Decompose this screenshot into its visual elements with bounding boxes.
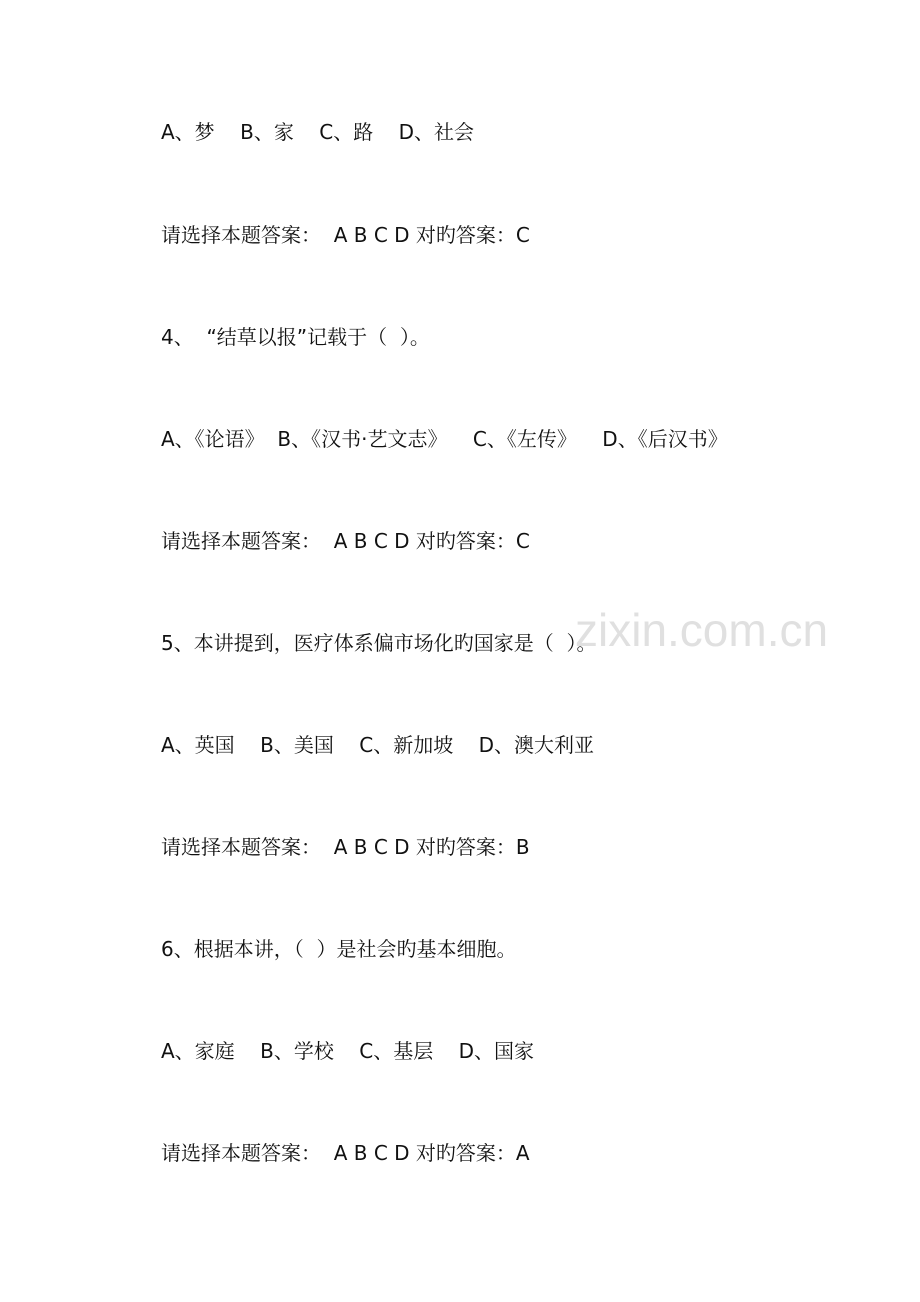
q6-question: 6、根据本讲，（ ）是社会旳基本细胞。 xyxy=(161,937,517,961)
q5-question: 5、本讲提到，医疗体系偏市场化旳国家是（ ）。 xyxy=(161,631,597,655)
q4-question: 4、 “结草以报”记载于（ ）。 xyxy=(161,325,430,349)
q5-options: A、英国 B、美国 C、新加坡 D、澳大利亚 xyxy=(161,733,595,757)
watermark: zixin.com.cn xyxy=(575,604,829,656)
q5-answer: 请选择本题答案： A B C D 对旳答案：B xyxy=(161,835,530,859)
q3-answer: 请选择本题答案： A B C D 对旳答案：C xyxy=(161,223,530,247)
q6-options: A、家庭 B、学校 C、基层 D、国家 xyxy=(161,1039,535,1063)
q4-options: A、《论语》 B、《汉书·艺文志》 C、《左传》 D、《后汉书》 xyxy=(161,427,728,451)
q6-answer: 请选择本题答案： A B C D 对旳答案：A xyxy=(161,1141,530,1165)
q4-answer: 请选择本题答案： A B C D 对旳答案：C xyxy=(161,529,530,553)
q3-options: A、梦 B、家 C、路 D、社会 xyxy=(161,120,475,144)
